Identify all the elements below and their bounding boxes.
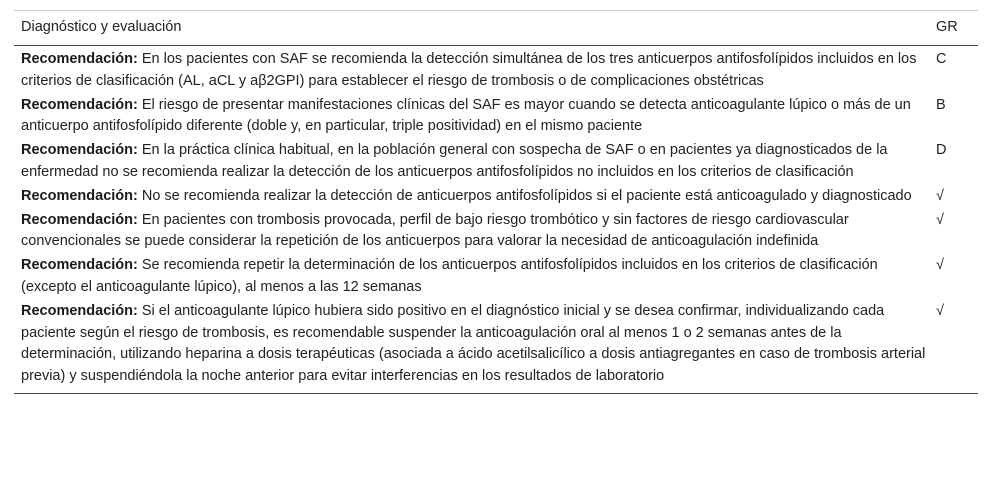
table-row [14, 139, 978, 185]
recommendation-cell [14, 46, 932, 94]
table-row [14, 300, 978, 394]
recommendation-cell [14, 94, 932, 140]
recommendation-text: Si el anticoagulante lúpico hubiera sido positivo en el diagnóstico inicial y se desea confirmar, individualizando cada paciente según el riesgo de trombosis, es recomendable suspender la anticoagulación oral al menos 1 o 2 semanas antes de la determinación, utilizando heparina a dosis terapéuticas (asociada a ácido acetilsalicílico a dosis antiagregantes en caso de trombosis arterial previa) y suspendiéndola la noche anterior para evitar interferencias en los resultados de laboratorio [21, 302, 926, 385]
recommendation-lead: Recomendación: [21, 96, 138, 113]
recommendation-text: En la práctica clínica habitual, en la población general con sospecha de SAF o en pacientes ya diagnosticados de la enfermedad no se recomienda realizar la detección de los anticuerpos antifosfolípidos no incluidos en los criterios de clasificación [21, 142, 888, 180]
header-gr: GR [932, 11, 978, 46]
recommendation-lead: Recomendación: [21, 142, 138, 159]
recommendation-cell [14, 254, 932, 300]
grade-cell: √ [932, 300, 978, 394]
recommendation-lead: Recomendación: [21, 257, 138, 274]
table-header [14, 11, 978, 46]
recommendation-text: En pacientes con trombosis provocada, perfil de bajo riesgo trombótico y sin factores de riesgo cardiovascular convencionales se puede considerar la repetición de los anticuerpos para valorar la necesidad de anticoagulación indefinida [21, 211, 849, 250]
recommendations-table-container [14, 10, 978, 394]
recommendation-lead: Recomendación: [21, 302, 138, 319]
recommendation-cell [14, 185, 932, 209]
table-body [14, 46, 978, 394]
recommendation-text: Se recomienda repetir la determinación de los anticuerpos antifosfolípidos incluidos en los criterios de clasificación (excepto el anticoagulante lúpico), al menos a las 12 semanas [21, 257, 878, 295]
grade-cell: √ [936, 211, 944, 228]
recommendation-lead: Recomendación: [21, 187, 138, 204]
recommendation-lead: Recomendación: [21, 211, 138, 228]
recommendation-text: El riesgo de presentar manifestaciones clínicas del SAF es mayor cuando se detecta anticoagulante lúpico o más de un anticuerpo antifosfolípido diferente (doble y, en particular, triple positividad) en el mismo paciente [21, 96, 911, 135]
header-row [14, 11, 978, 46]
recommendations-table [14, 10, 978, 394]
grade-cell: √ [936, 187, 944, 204]
recommendation-lead: Recomendación: [21, 51, 138, 67]
grade-cell: C [936, 51, 947, 67]
grade-cell: B [936, 96, 946, 113]
table-row [14, 209, 978, 255]
recommendation-cell [14, 300, 932, 394]
recommendation-text: En los pacientes con SAF se recomienda la detección simultánea de los tres anticuerpos antifosfolípidos incluidos en los criterios de clasificación (AL, aCL y aβ2GPI) para establecer el riesgo de trombosis o de complicaciones obstétricas [21, 51, 917, 89]
recommendation-cell [14, 139, 932, 185]
recommendation-text: No se recomienda realizar la detección de anticuerpos antifosfolípidos si el paciente está anticoagulado y diagnosticado [137, 187, 912, 204]
table-row [14, 46, 978, 94]
table-row [14, 185, 978, 209]
table-row [14, 254, 978, 300]
recommendation-cell [14, 209, 932, 255]
header-diagnostico: Diagnóstico y evaluación [14, 11, 932, 46]
grade-cell: √ [936, 257, 944, 274]
grade-cell: D [936, 142, 947, 159]
table-row [14, 94, 978, 140]
